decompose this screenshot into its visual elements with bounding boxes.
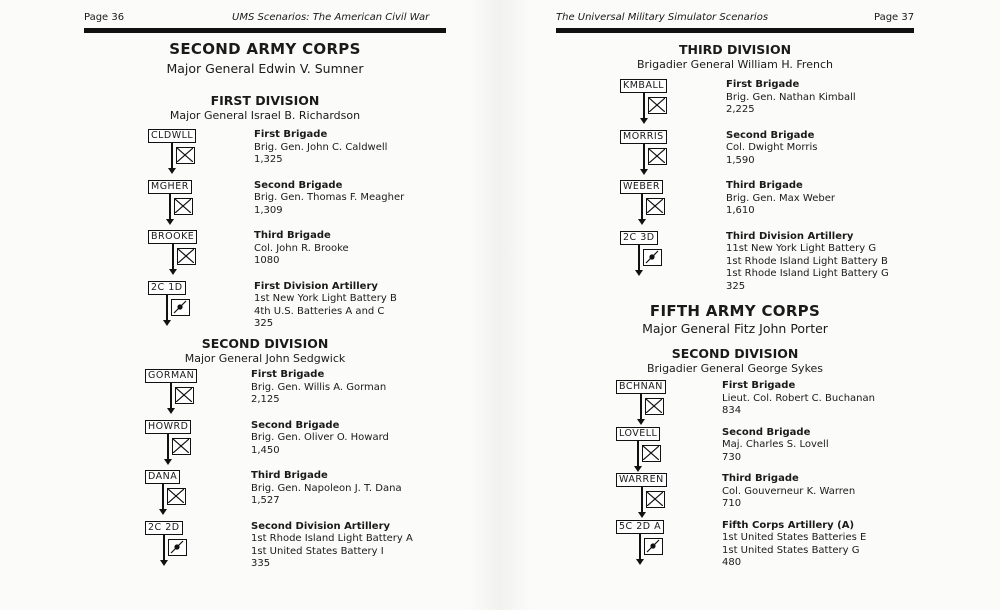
unit-arrow-icon <box>163 320 171 326</box>
infantry-symbol-icon <box>177 248 196 265</box>
unit-info <box>722 473 855 511</box>
unit-detail: 1st Rhode Island Light Battery A <box>251 533 413 544</box>
unit-staff <box>643 144 645 170</box>
unit-staff <box>641 487 643 513</box>
unit-detail: 1st Rhode Island Light Battery B <box>726 255 888 267</box>
unit-entry <box>616 520 936 566</box>
corps-title: FIFTH ARMY CORPS <box>649 302 821 320</box>
unit-counter-icon <box>145 420 225 466</box>
unit-entry <box>148 129 468 175</box>
unit-strength: 1,450 <box>251 444 280 456</box>
artillery-symbol-icon <box>644 538 663 555</box>
unit-tag: 2C 3D <box>620 231 658 245</box>
unit-entry <box>620 230 940 292</box>
unit-name: Third Brigade <box>726 180 803 191</box>
unit-tag: KMBALL <box>620 79 667 93</box>
unit-detail: Maj. Charles S. Lovell <box>722 439 829 450</box>
unit-detail: Col. Dwight Morris <box>726 142 818 153</box>
unit-staff <box>643 93 645 119</box>
unit-tag: BROOKE <box>148 230 197 244</box>
unit-name: First Division Artillery <box>254 280 378 292</box>
unit-info <box>254 281 397 331</box>
unit-entry <box>145 521 465 567</box>
unit-info <box>254 129 387 167</box>
right-page <box>530 0 1000 610</box>
unit-counter-icon <box>145 470 225 516</box>
unit-detail: Brig. Gen. Napoleon J. T. Dana <box>251 482 402 494</box>
unit-info <box>251 420 389 458</box>
unit-staff <box>163 535 165 561</box>
unit-info <box>726 130 817 168</box>
unit-arrow-icon <box>638 512 646 518</box>
division-commander: Major General Israel B. Richardson <box>169 109 361 122</box>
infantry-symbol-icon <box>648 97 667 114</box>
division-title: THIRD DIVISION <box>678 42 792 57</box>
unit-tag: 2C 1D <box>148 281 186 295</box>
unit-counter-icon <box>616 473 696 519</box>
unit-detail: Brig. Gen. Max Weber <box>726 192 835 204</box>
unit-name: Third Division Artillery <box>726 230 854 242</box>
unit-counter-icon <box>620 180 700 226</box>
unit-staff <box>170 383 172 409</box>
unit-tag: WEBER <box>620 180 663 194</box>
unit-counter-icon <box>616 520 696 566</box>
unit-counter-icon <box>148 129 228 175</box>
unit-name: First Brigade <box>254 129 328 140</box>
infantry-symbol-icon <box>174 198 193 215</box>
corps-commander: Major General Fitz John Porter <box>642 321 828 336</box>
unit-name: First Brigade <box>722 380 796 391</box>
unit-detail: 4th U.S. Batteries A and C <box>254 305 385 317</box>
unit-detail: Brig. Gen. Oliver O. Howard <box>251 432 389 443</box>
unit-strength: 1,590 <box>726 154 755 166</box>
unit-info <box>251 470 402 508</box>
unit-arrow-icon <box>168 168 176 174</box>
unit-strength: 1,309 <box>254 204 283 216</box>
unit-arrow-icon <box>636 559 644 565</box>
unit-strength: 325 <box>254 318 274 329</box>
division-title: SECOND DIVISION <box>671 346 799 361</box>
unit-counter-icon <box>148 180 228 226</box>
unit-strength: 834 <box>722 405 742 416</box>
left-page <box>0 0 470 610</box>
unit-staff <box>638 245 640 271</box>
unit-info <box>722 380 875 418</box>
unit-strength: 1080 <box>254 255 280 266</box>
unit-strength: 335 <box>251 558 271 569</box>
unit-info <box>726 231 889 294</box>
unit-name: Fifth Corps Artillery (A) <box>722 519 855 531</box>
unit-name: Second Division Artillery <box>251 520 391 532</box>
unit-counter-icon <box>616 427 696 473</box>
unit-counter-icon <box>145 521 225 567</box>
artillery-symbol-icon <box>171 299 190 316</box>
infantry-symbol-icon <box>176 147 195 164</box>
unit-staff <box>639 534 641 560</box>
unit-tag: HOWRD <box>145 420 191 434</box>
unit-name: First Brigade <box>726 79 800 90</box>
unit-staff <box>641 194 643 220</box>
unit-entry <box>616 380 936 426</box>
infantry-symbol-icon <box>646 198 665 215</box>
unit-arrow-icon <box>635 270 643 276</box>
unit-entry <box>145 420 465 466</box>
unit-counter-icon <box>616 380 696 426</box>
unit-strength: 480 <box>722 557 742 568</box>
unit-detail: Col. Gouverneur K. Warren <box>722 485 856 497</box>
unit-detail: 1st New York Light Battery B <box>254 293 397 304</box>
unit-info <box>722 520 866 570</box>
unit-detail: 1st United States Battery I <box>251 545 384 557</box>
unit-strength: 325 <box>726 280 746 292</box>
unit-strength: 1,527 <box>251 495 280 506</box>
unit-info <box>722 427 829 465</box>
unit-entry <box>148 180 468 226</box>
right-running-title: The Universal Military Simulator Scenarios <box>556 12 769 23</box>
infantry-symbol-icon <box>642 445 661 462</box>
corps-title: SECOND ARMY CORPS <box>169 40 361 58</box>
infantry-symbol-icon <box>167 488 186 505</box>
unit-entry <box>145 369 465 415</box>
division-title: SECOND DIVISION <box>201 336 329 351</box>
unit-tag: DANA <box>145 470 180 484</box>
unit-detail: 1st United States Batteries E <box>722 532 867 543</box>
unit-strength: 730 <box>722 451 742 463</box>
unit-name: Second Brigade <box>726 129 815 141</box>
unit-strength: 1,610 <box>726 205 755 216</box>
unit-tag: CLDWLL <box>148 129 196 143</box>
unit-strength: 710 <box>722 498 742 509</box>
unit-tag: MGHER <box>148 180 192 194</box>
unit-name: Second Brigade <box>251 419 340 431</box>
unit-detail: Brig. Gen. Nathan Kimball <box>726 91 856 103</box>
unit-info <box>254 230 349 268</box>
division-commander: Brigadier General William H. French <box>637 58 833 71</box>
unit-counter-icon <box>148 230 228 276</box>
left-header-rule <box>84 28 446 33</box>
infantry-symbol-icon <box>172 438 191 455</box>
unit-staff <box>640 394 642 420</box>
infantry-symbol-icon <box>645 398 664 415</box>
infantry-symbol-icon <box>646 491 665 508</box>
unit-name: First Brigade <box>251 369 325 380</box>
unit-arrow-icon <box>160 560 168 566</box>
unit-detail: 11st New York Light Battery G <box>726 243 877 254</box>
artillery-dot <box>177 304 182 309</box>
unit-arrow-icon <box>164 459 172 465</box>
unit-info <box>251 369 386 407</box>
unit-info <box>726 180 835 218</box>
artillery-symbol-icon <box>168 539 187 556</box>
artillery-dot <box>649 254 654 259</box>
unit-arrow-icon <box>638 219 646 225</box>
unit-counter-icon <box>620 130 700 176</box>
unit-entry <box>148 230 468 276</box>
unit-tag: GORMAN <box>145 369 197 383</box>
unit-tag: BCHNAN <box>616 380 666 394</box>
unit-tag: WARREN <box>616 473 667 487</box>
unit-strength: 2,125 <box>251 394 280 405</box>
unit-name: Third Brigade <box>722 473 799 484</box>
unit-arrow-icon <box>640 169 648 175</box>
left-running-title: UMS Scenarios: The American Civil War <box>232 12 430 23</box>
artillery-symbol-icon <box>643 249 662 266</box>
unit-staff <box>166 295 168 321</box>
unit-detail: Brig. Gen. John C. Caldwell <box>254 141 388 153</box>
unit-detail: Brig. Gen. Willis A. Gorman <box>251 381 387 393</box>
unit-detail: Lieut. Col. Robert C. Buchanan <box>722 392 875 404</box>
unit-entry <box>620 180 940 226</box>
unit-tag: 2C 2D <box>145 521 183 535</box>
division-commander: Major General John Sedgwick <box>184 352 346 365</box>
unit-staff <box>172 244 174 270</box>
unit-counter-icon <box>148 281 228 327</box>
unit-staff <box>169 194 171 220</box>
right-header-rule <box>556 28 914 33</box>
unit-arrow-icon <box>159 509 167 515</box>
unit-counter-icon <box>620 231 700 277</box>
left-page-number: Page 36 <box>84 12 125 23</box>
unit-counter-icon <box>620 79 700 125</box>
unit-detail: Brig. Gen. Thomas F. Meagher <box>254 192 405 203</box>
unit-tag: 5C 2D A <box>616 520 664 534</box>
unit-name: Second Brigade <box>722 426 811 438</box>
unit-name: Third Brigade <box>251 470 328 481</box>
division-title: FIRST DIVISION <box>210 93 320 108</box>
infantry-symbol-icon <box>175 387 194 404</box>
unit-info <box>251 521 413 571</box>
unit-info <box>254 180 404 218</box>
unit-entry <box>616 427 936 473</box>
unit-arrow-icon <box>166 219 174 225</box>
unit-detail: 1st Rhode Island Light Battery G <box>726 268 889 279</box>
infantry-symbol-icon <box>648 148 667 165</box>
unit-info <box>726 79 856 117</box>
unit-entry <box>145 470 465 516</box>
artillery-dot <box>650 543 655 548</box>
book-gutter <box>470 0 530 610</box>
artillery-dot <box>174 544 179 549</box>
unit-entry <box>616 473 936 519</box>
unit-tag: LOVELL <box>616 427 660 441</box>
unit-tag: MORRIS <box>620 130 667 144</box>
unit-arrow-icon <box>167 408 175 414</box>
right-page-number: Page 37 <box>874 12 915 23</box>
unit-detail: Col. John R. Brooke <box>254 242 349 254</box>
unit-staff <box>167 434 169 460</box>
unit-arrow-icon <box>637 419 645 425</box>
unit-entry <box>148 281 468 327</box>
unit-entry <box>620 79 940 125</box>
unit-name: Second Brigade <box>254 179 343 191</box>
unit-strength: 2,225 <box>726 104 755 115</box>
unit-arrow-icon <box>640 118 648 124</box>
unit-strength: 1,325 <box>254 154 283 165</box>
unit-staff <box>162 484 164 510</box>
unit-arrow-icon <box>169 269 177 275</box>
unit-name: Third Brigade <box>254 230 331 241</box>
unit-staff <box>171 143 173 169</box>
unit-arrow-icon <box>634 466 642 472</box>
unit-staff <box>637 441 639 467</box>
division-commander: Brigadier General George Sykes <box>646 362 824 375</box>
unit-detail: 1st United States Battery G <box>722 544 860 556</box>
unit-counter-icon <box>145 369 225 415</box>
unit-entry <box>620 130 940 176</box>
corps-commander: Major General Edwin V. Sumner <box>166 61 364 76</box>
